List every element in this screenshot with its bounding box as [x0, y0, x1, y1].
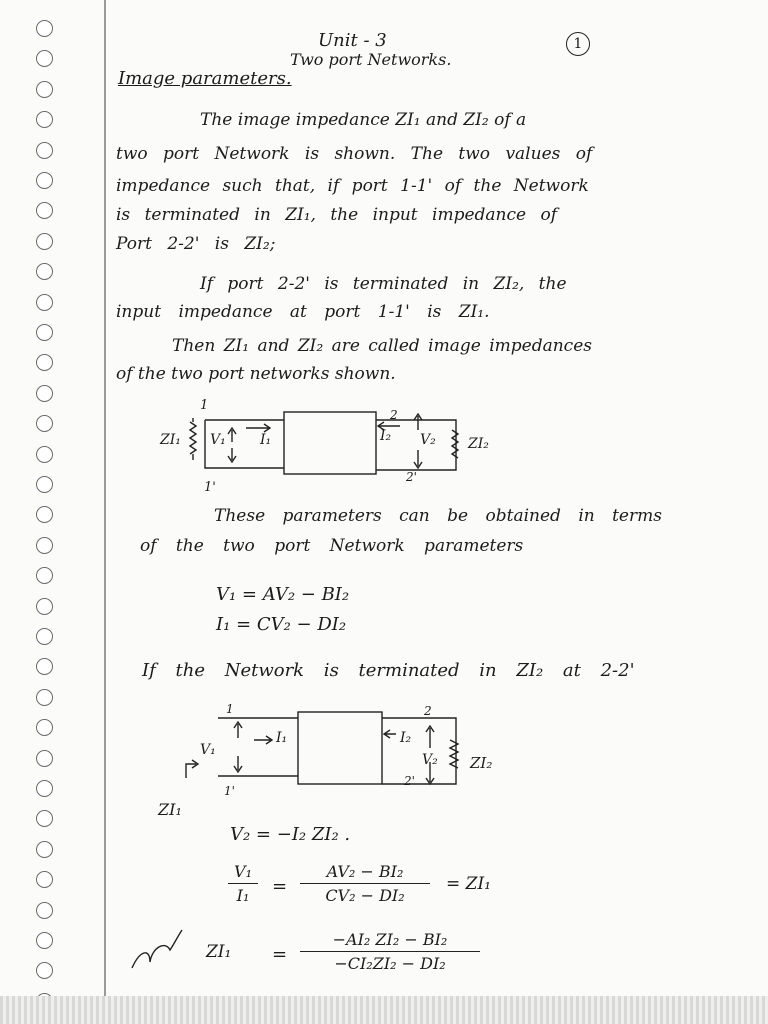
para3-line2: of the two port networks shown.: [116, 364, 396, 384]
diag1-right-impedance: ZI₂: [468, 436, 489, 452]
para4-line2: of the two port Network parameters: [140, 536, 524, 556]
para2-line2: input impedance at port 1-1' is ZI₁.: [116, 302, 490, 322]
fraction-denominator: CV₂ − DI₂: [325, 886, 405, 905]
para1-line5: Port 2-2' is ZI₂;: [116, 234, 276, 254]
diag2-v1: V₁: [200, 742, 216, 758]
diag1-node-2p: 2': [406, 470, 417, 484]
para3-line1: Then ZI₁ and ZI₂ are called image impedances: [172, 336, 592, 356]
page-number: 1: [566, 32, 590, 56]
diag2-left-impedance: ZI₁: [158, 800, 182, 819]
para1-line2: two port Network is shown. The two values of: [116, 144, 593, 164]
diag1-v2: V₂: [420, 432, 436, 448]
para1-line3: impedance such that, if port 1-1' of the Network: [116, 176, 589, 196]
chapter-title: Two port Networks.: [290, 50, 452, 69]
equation-v1: V₁ = AV₂ − BI₂: [216, 584, 350, 605]
diag2-i1: I₁: [276, 730, 288, 746]
para2-line1: If port 2-2' is terminated in ZI₂, the: [200, 274, 567, 294]
para1-line4: is terminated in ZI₁, the input impedance of: [116, 205, 558, 225]
diag1-i1: I₁: [260, 432, 272, 448]
fraction-denominator: −CI₂ZI₂ − DI₂: [334, 954, 446, 973]
diag2-right-impedance: ZI₂: [470, 754, 493, 772]
fraction-numerator: AV₂ − BI₂: [326, 862, 404, 881]
equation-v2: V₂ = −I₂ ZI₂ .: [230, 824, 351, 845]
diag1-node-1p: 1': [204, 480, 216, 495]
para4-line1: These parameters can be obtained in terms: [214, 506, 662, 526]
para5: If the Network is terminated in ZI₂ at 2-2': [142, 660, 635, 681]
diag2-node-2: 2: [424, 704, 432, 718]
diag1-v1: V₁: [210, 432, 226, 448]
equation-zi1-lhs: ZI₁: [206, 942, 232, 962]
diag1-node-1: 1: [200, 398, 209, 413]
diag2-node-1: 1: [226, 702, 234, 716]
diag2-i2: I₂: [400, 730, 412, 746]
fraction-numerator: V₁: [234, 862, 252, 881]
diag1-node-2: 2: [390, 408, 398, 422]
diag2-v2: V₂: [422, 752, 438, 768]
equation-i1: I₁ = CV₂ − DI₂: [216, 614, 347, 635]
diag2-node-1p: 1': [224, 784, 235, 798]
fraction-denominator: I₁: [236, 886, 250, 905]
equation-ratio-result: = ZI₁: [446, 874, 491, 894]
diag2-node-2p: 2': [404, 774, 415, 788]
diag1-i2: I₂: [380, 428, 392, 444]
fraction-numerator: −AI₂ ZI₂ − BI₂: [332, 930, 448, 949]
para1-line1: The image impedance ZI₁ and ZI₂ of a: [200, 110, 527, 130]
diag1-left-impedance: ZI₁: [160, 432, 181, 448]
section-title: Image parameters.: [118, 68, 292, 89]
unit-heading: Unit - 3: [318, 30, 387, 51]
equals-sign-2: =: [272, 944, 288, 965]
equals-sign: =: [272, 876, 288, 897]
